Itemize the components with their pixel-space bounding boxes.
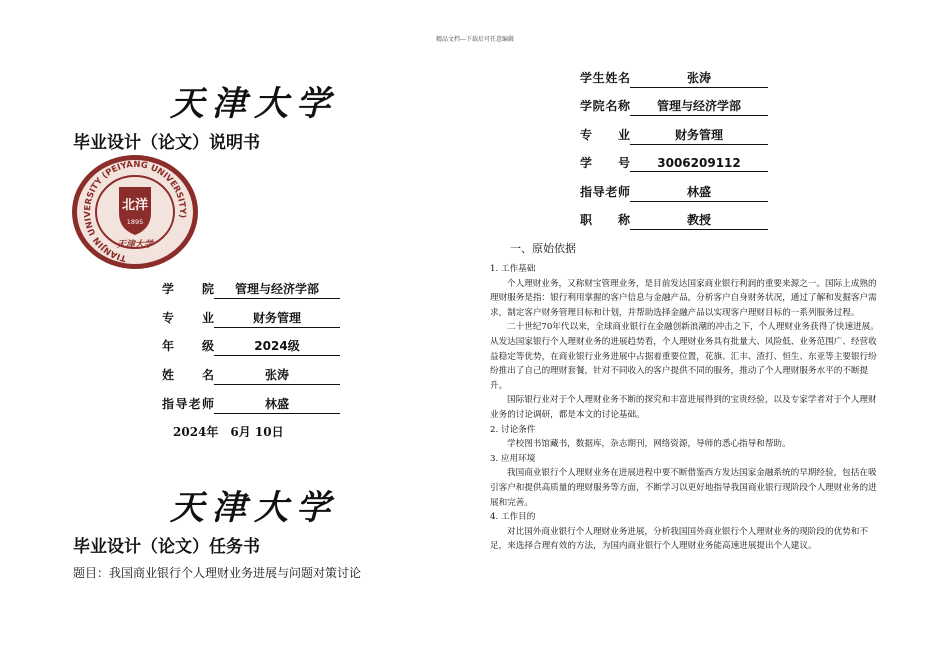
section-work-basis	[490, 262, 880, 554]
student-id-value: 3006209112	[630, 156, 768, 172]
major-value: 财务管理	[630, 126, 768, 145]
advisor-value: 林盛	[630, 183, 768, 202]
seal-ring-text: TIANJIN UNIVERSITY (PEIYANG UNIVERSITY)	[82, 159, 188, 264]
seal-glyphs: 北洋	[121, 198, 149, 213]
right-info-row: 学院名称 管理与经济学部	[580, 97, 768, 116]
advisor-value: 林盛	[214, 395, 340, 414]
subheading: 2. 讨论条件	[490, 424, 536, 435]
right-info-row: 职 称 教授	[580, 211, 768, 230]
paragraph: 对比国外商业银行个人理财业务进展，分析我国国外商业银行个人理财业务的现阶段的优势和不足，来选择合理有效的方法，为国内商业银行个人理财业务能高速进展提出个人建议。	[490, 526, 868, 552]
paragraph: 我国商业银行个人理财业务在进展进程中要不断借鉴西方发达国家金融系统的早期经验，包括在吸引客户和提供高质量的理财服务等方面，不断学习以更好地指导我国商业银行现阶段个人理财业务的进展和完善。	[490, 468, 877, 508]
left-info-row: 年 级 2024级	[162, 337, 340, 356]
left-info-row: 姓 名 张涛	[162, 366, 340, 385]
seal-bottom-glyphs: 天津大学	[116, 240, 154, 250]
left-info-row: 学 院 管理与经济学部	[162, 280, 340, 299]
title-rank-value: 教授	[630, 211, 768, 230]
title-manual: 毕业设计（论文）说明书	[73, 133, 260, 153]
major-value: 财务管理	[214, 309, 340, 328]
title-assignment: 毕业设计（论文）任务书	[73, 537, 260, 557]
section-heading: 一、原始依据	[510, 242, 576, 255]
paragraph: 个人理财业务，又称财宝管理业务，是目前发达国家商业银行利润的重要来源之一。国际上成熟的理财服务是指：银行利用掌握的客户信息与金融产品，分析客户自身财务状况，通过了解和发掘客户需求，制定客户财务管理目标和计划，并帮助选择金融产品以实现客户理财目标的一系列服务过程。	[490, 278, 877, 318]
paragraph: 二十世纪70年代以来，全球商业银行在金融创新浪潮的冲击之下，个人理财业务获得了快速进展。从发达国家银行个人理财业务的进展趋势看，个人理财业务具有批量大、风险低、业务范围广、经营收益稳定等优势，在商业银行业务进展中占据着重要位置，花旗、汇丰、渣打、恒生、东亚等主要银行纷纷推出了自己的理财套餐，针对不同收入的客户提供不同的服务，推动了个人理财服务水平的不断提升。	[490, 322, 879, 391]
seal-year: 1895	[126, 218, 144, 226]
right-info-row: 专 业 财务管理	[580, 126, 768, 145]
submission-date: 2024年 6月 10日	[173, 425, 284, 439]
college-value: 管理与经济学部	[214, 280, 340, 299]
right-info-row: 学 号 3006209112	[580, 154, 768, 172]
university-logo-bottom: 天津大学	[170, 488, 338, 528]
grade-value: 2024级	[214, 337, 340, 356]
university-seal-icon	[70, 153, 200, 271]
paragraph: 学校图书馆藏书，数据库，杂志期刊，网络资源，导师的悉心指导和帮助。	[507, 439, 791, 450]
subheading: 3. 应用环境	[490, 453, 536, 464]
college-name-value: 管理与经济学部	[630, 97, 768, 116]
university-logo-top: 天津大学	[170, 84, 338, 124]
name-value: 张涛	[214, 366, 340, 385]
paragraph: 国际银行业对于个人理财业务不断的探究和丰富进展得到的宝贵经验，以及专家学者对于个人理财业务的讨论调研，都是本文的讨论基础。	[490, 395, 877, 420]
student-name-value: 张涛	[630, 69, 768, 88]
right-info-row: 学生姓名 张涛	[580, 69, 768, 88]
left-info-row: 指导老师 林盛	[162, 395, 340, 414]
right-info-row: 指导老师 林盛	[580, 183, 768, 202]
header-note: 精品文档---下载后可任意编辑	[435, 36, 515, 43]
subheading: 1. 工作基础	[490, 264, 536, 274]
thesis-topic: 题目：我国商业银行个人理财业务进展与问题对策讨论	[73, 566, 362, 580]
subheading: 4. 工作目的	[490, 512, 536, 523]
left-info-row: 专 业 财务管理	[162, 309, 340, 328]
